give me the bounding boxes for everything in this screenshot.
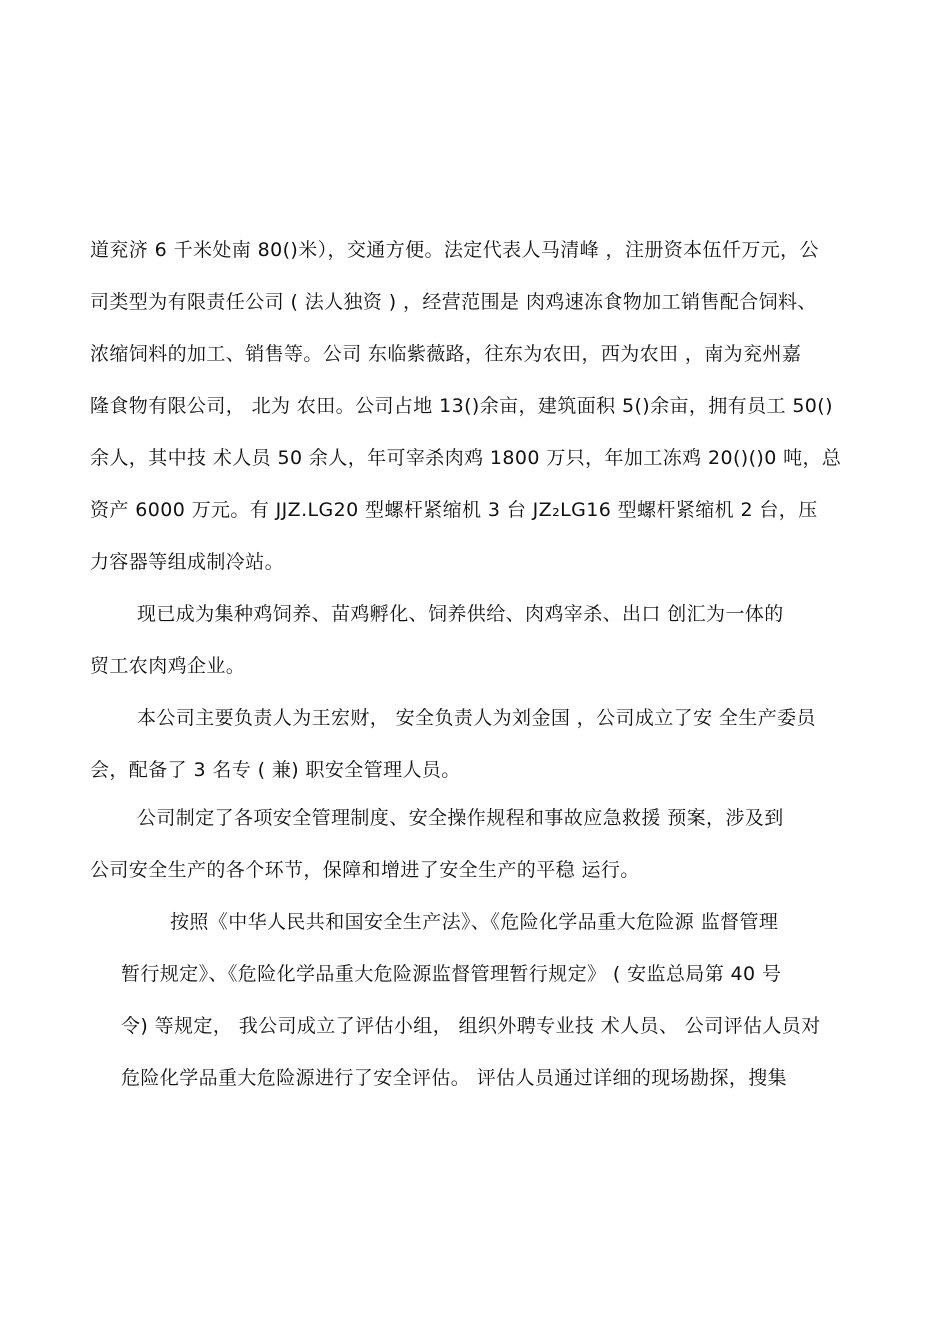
text-line-3: 浓缩饲料的加工、销售等。公司 东临紫薇路，往东为农田，西为农田 ，南为兖州嘉 bbox=[90, 343, 802, 365]
text-line-14: 按照《中华人民共和国安全生产法》、《危险化学品重大危险源 监督管理 bbox=[170, 911, 779, 933]
text-line-10: 本公司主要负责人为王宏财， 安全负责人为刘金国 ，公司成立了安 全生产委员 bbox=[137, 707, 816, 729]
text-line-4: 隆食物有限公司， 北为 农田。公司占地 13()余亩，建筑面积 5()余亩，拥有员工 50() bbox=[90, 395, 833, 417]
text-line-2: 司类型为有限责任公司 ( 法人独资 ) ，经营范围是 肉鸡速冻食物加工销售配合饲料、 bbox=[90, 291, 817, 313]
text-line-1: 道兖济 6 千米处南 80()米），交通方便。法定代表人马清峰 ，注册资本伍仟万元，公 bbox=[90, 239, 819, 261]
text-line-7: 力容器等组成制冷站。 bbox=[90, 551, 285, 573]
text-line-5: 余人，其中技 术人员 50 余人，年可宰杀肉鸡 1800 万只，年加工冻鸡 20()()0 吨，总 bbox=[90, 447, 842, 469]
text-line-12: 公司制定了各项安全管理制度、安全操作规程和事故应急救援 预案，涉及到 bbox=[137, 807, 784, 829]
text-line-9: 贸工农肉鸡企业。 bbox=[90, 655, 246, 677]
text-line-6: 资产 6000 万元。有 JJZ.LG20 型螺杆紧缩机 3 台 JZ₂LG16 型螺杆紧缩机 2 台，压 bbox=[90, 499, 818, 521]
text-line-8: 现已成为集种鸡饲养、苗鸡孵化、饲养供给、肉鸡宰杀、出口 创汇为一体的 bbox=[137, 603, 784, 625]
text-line-16: 令) 等规定， 我公司成立了评估小组， 组织外聘专业技 术人员、 公司评估人员对 bbox=[121, 1015, 821, 1037]
text-line-11: 会，配备了 3 名专 ( 兼) 职安全管理人员。 bbox=[90, 759, 461, 781]
text-line-17: 危险化学品重大危险源进行了安全评估。 评估人员通过详细的现场勘探，搜集 bbox=[121, 1067, 788, 1089]
text-line-13: 公司安全生产的各个环节，保障和增进了安全生产的平稳 运行。 bbox=[90, 859, 640, 881]
text-line-15: 暂行规定》、《危险化学品重大危险源监督管理暂行规定》 ( 安监总局第 40 号 bbox=[121, 963, 782, 985]
